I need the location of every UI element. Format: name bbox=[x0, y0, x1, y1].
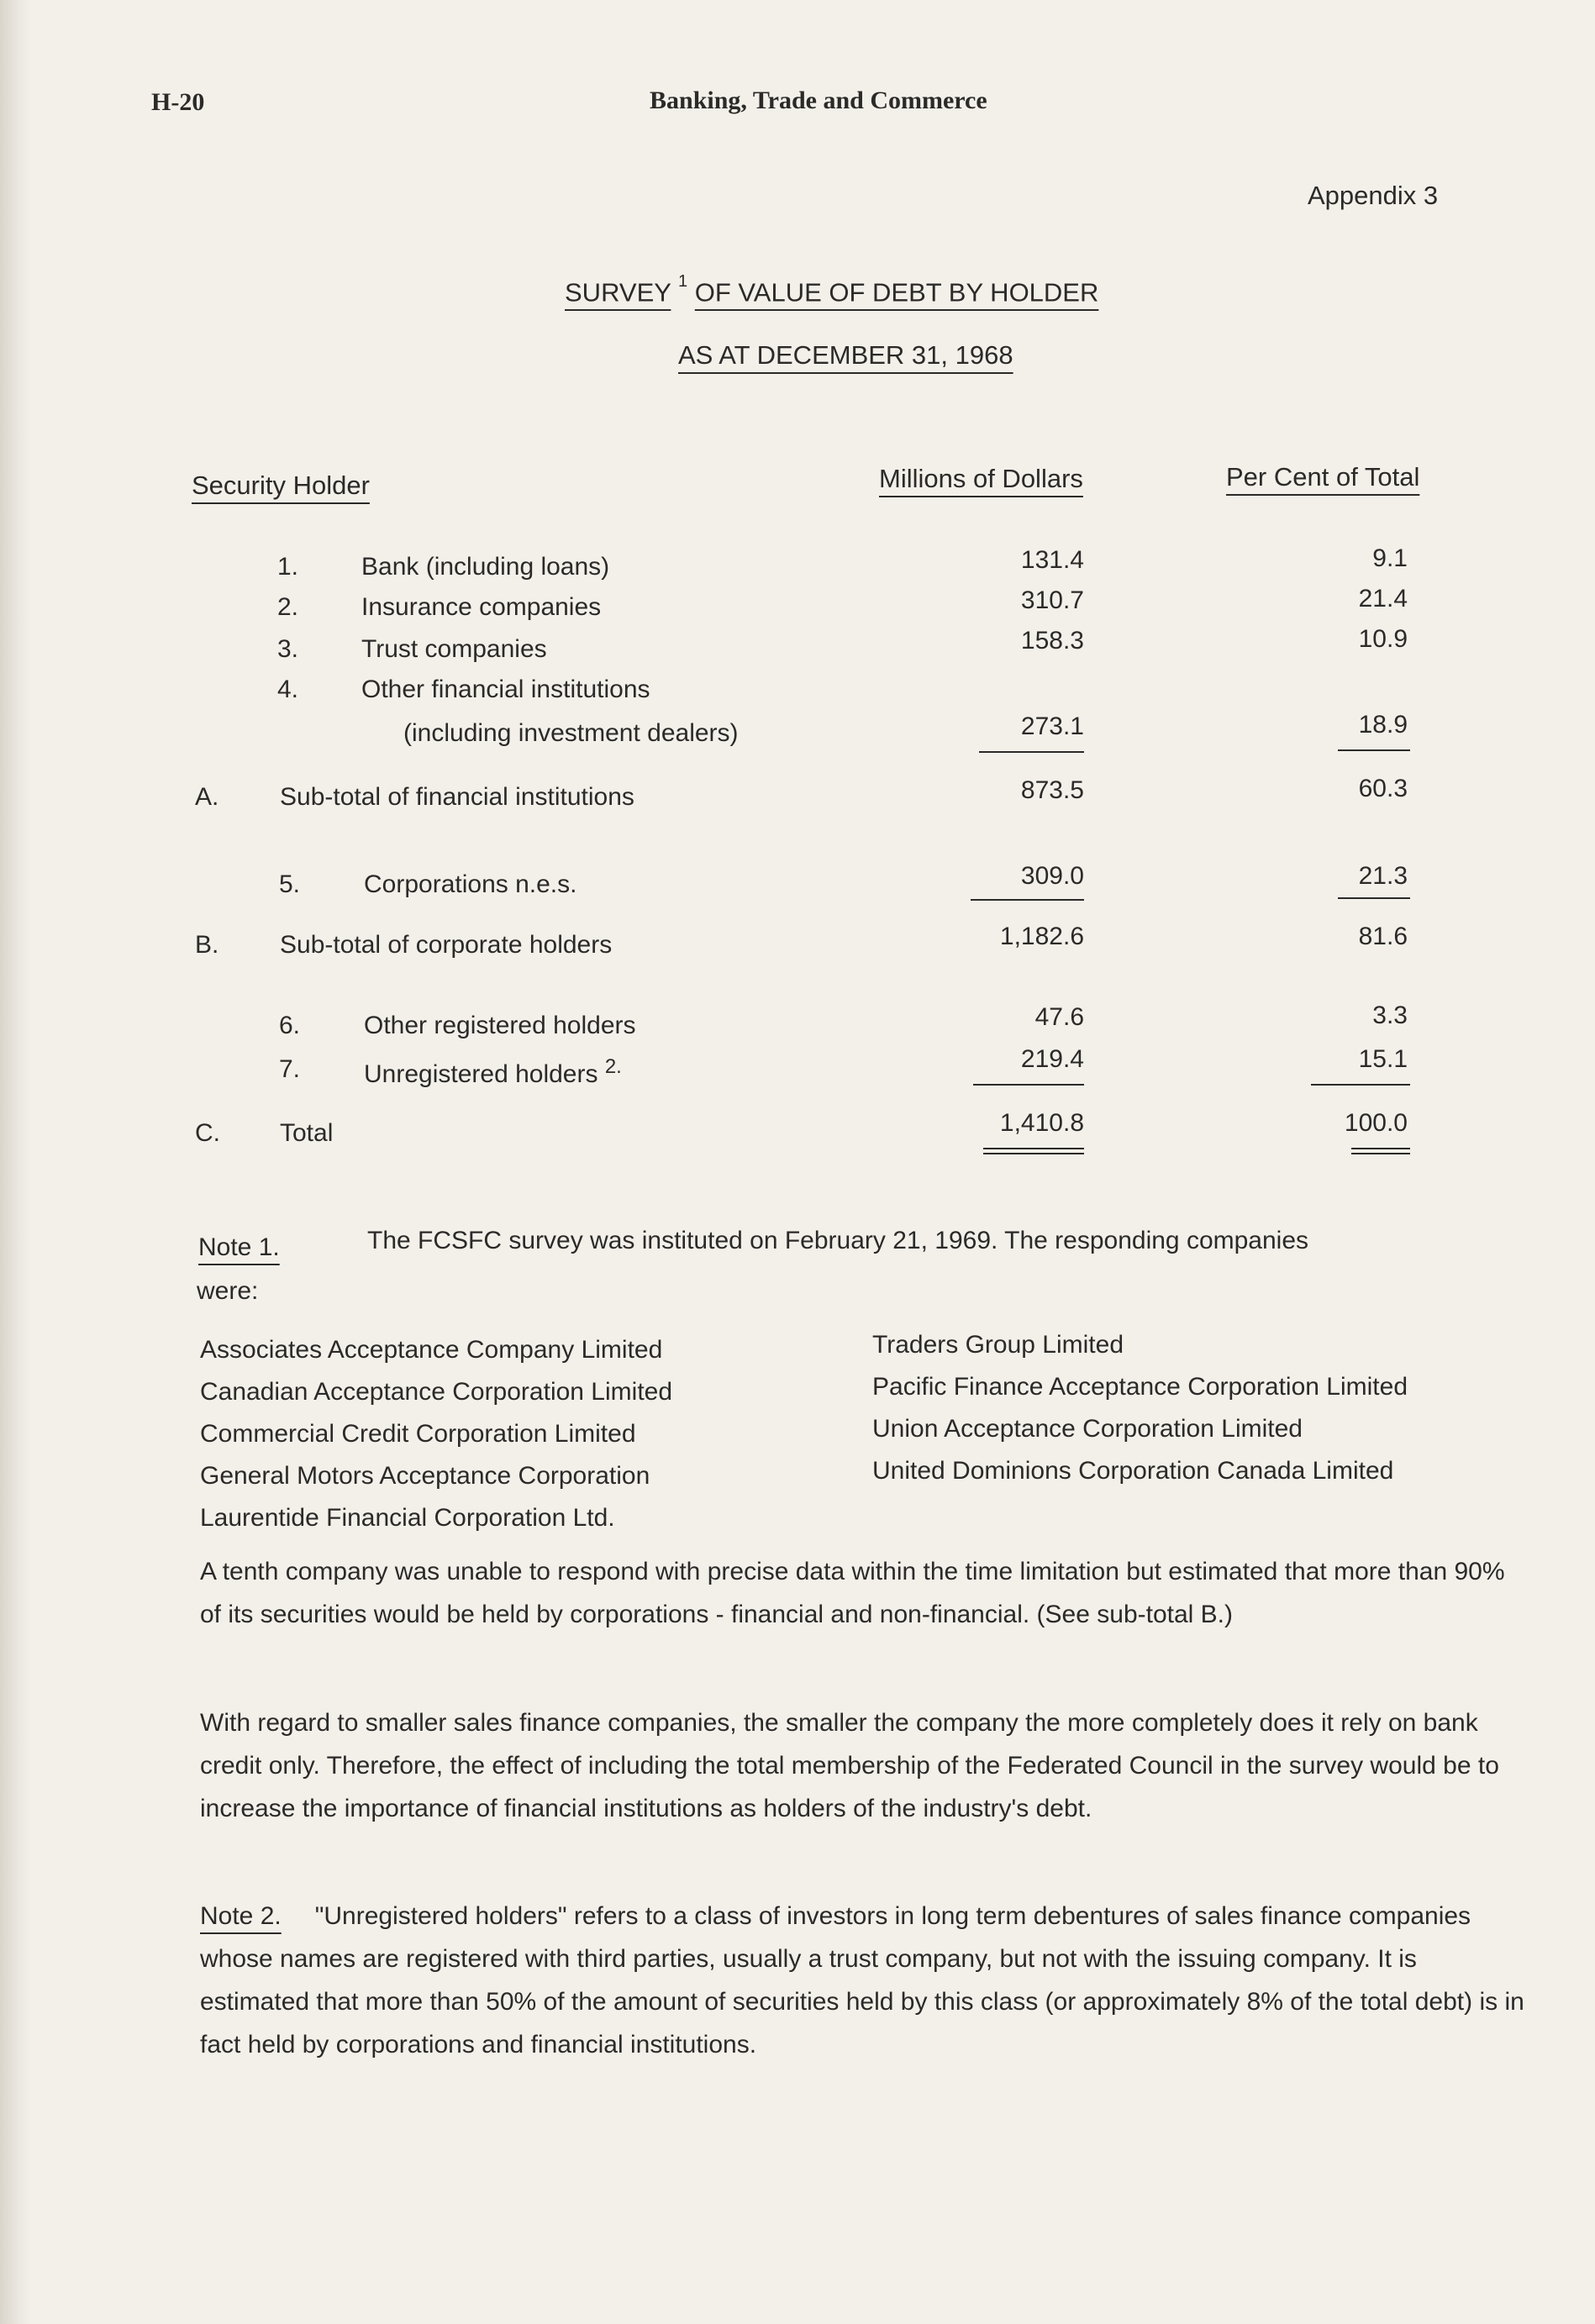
title-footnote-ref: 1 bbox=[678, 272, 688, 291]
row-label: B. bbox=[195, 931, 219, 959]
row-millions: 131.4 bbox=[1020, 546, 1084, 574]
note1-label: Note 1. bbox=[198, 1233, 280, 1261]
list-item: General Motors Acceptance Corporation bbox=[200, 1462, 650, 1490]
row-text: Sub-total of financial institutions bbox=[280, 783, 634, 811]
row-percent: 21.3 bbox=[1358, 862, 1408, 890]
row-text: Corporations n.e.s. bbox=[364, 870, 577, 898]
col-header-percent: Per Cent of Total bbox=[1226, 462, 1420, 492]
subtotal-rule-millions-c bbox=[973, 1084, 1084, 1086]
title-line-2: AS AT DECEMBER 31, 1968 bbox=[678, 340, 1013, 370]
row-millions: 219.4 bbox=[1020, 1045, 1084, 1073]
list-item: Canadian Acceptance Corporation Limited bbox=[200, 1378, 673, 1406]
row-label: 1. bbox=[277, 553, 299, 581]
note2-label: Note 2. bbox=[200, 1902, 282, 1930]
total-double-rule-millions-2 bbox=[983, 1153, 1084, 1154]
row-label: C. bbox=[195, 1119, 220, 1147]
paragraph-tenth-company: A tenth company was unable to respond with precise data within the time limitation but estimated that more than 90% of its securities would be held by corporations - financial and non-financial. (See sub-total B.) bbox=[200, 1558, 1505, 1628]
row-label: 7. bbox=[279, 1055, 301, 1083]
row-label: 2. bbox=[277, 593, 299, 621]
title-suffix: OF VALUE OF DEBT BY HOLDER bbox=[694, 277, 1099, 308]
row-text: Bank (including loans) bbox=[361, 553, 610, 581]
title-prefix: SURVEY bbox=[565, 277, 671, 308]
appendix-label: Appendix 3 bbox=[1308, 181, 1439, 210]
row-millions: 47.6 bbox=[1034, 1003, 1084, 1031]
row-label: 3. bbox=[277, 635, 299, 663]
row-text-continued: (including investment dealers) bbox=[403, 719, 739, 747]
col-header-security-holder: Security Holder bbox=[192, 471, 370, 500]
row-percent: 21.4 bbox=[1358, 585, 1408, 613]
row-millions: 309.0 bbox=[1020, 862, 1084, 890]
row-millions: 1,410.8 bbox=[999, 1109, 1084, 1137]
row-text: Other financial institutions bbox=[361, 676, 650, 703]
list-item: Union Acceptance Corporation Limited bbox=[872, 1415, 1303, 1443]
subtotal-rule-millions-b bbox=[971, 899, 1084, 901]
note1-text: The FCSFC survey was instituted on February 21, 1969. The responding companies bbox=[367, 1227, 1309, 1254]
list-item: Commercial Credit Corporation Limited bbox=[200, 1420, 636, 1448]
row-text: Insurance companies bbox=[361, 593, 602, 621]
note2-text: "Unregistered holders" refers to a class of investors in long term debentures of sales finance companies whose names are registered with third parties, usually a trust company, but not with the issuing company. It is estimated that more than 50% of the amount of securities held by this class (or approximately 8% of the total debt) is in fact held by corporations and financial institutions. bbox=[200, 1902, 1524, 2058]
running-title: Banking, Trade and Commerce bbox=[650, 87, 987, 114]
note2-paragraph bbox=[200, 1895, 1528, 2066]
row-label: 5. bbox=[279, 870, 301, 898]
title-line-1 bbox=[565, 272, 1099, 308]
row-millions: 873.5 bbox=[1020, 776, 1084, 804]
row-millions: 158.3 bbox=[1020, 627, 1084, 655]
subtotal-rule-percent-a bbox=[1338, 749, 1410, 751]
subtotal-rule-millions-a bbox=[979, 751, 1084, 753]
subtotal-rule-percent-c bbox=[1311, 1084, 1410, 1086]
list-item: United Dominions Corporation Canada Limited bbox=[872, 1457, 1394, 1485]
list-item: Associates Acceptance Company Limited bbox=[200, 1336, 663, 1364]
row-text: Trust companies bbox=[361, 635, 547, 663]
row-millions: 273.1 bbox=[1020, 712, 1084, 740]
list-item: Laurentide Financial Corporation Ltd. bbox=[200, 1504, 615, 1532]
row-percent: 18.9 bbox=[1358, 711, 1408, 739]
subtotal-rule-percent-b bbox=[1338, 897, 1410, 899]
col-header-millions: Millions of Dollars bbox=[879, 464, 1083, 493]
total-double-rule-percent-2 bbox=[1351, 1153, 1410, 1154]
row-millions: 310.7 bbox=[1020, 586, 1084, 614]
row-text: Other registered holders bbox=[364, 1012, 636, 1039]
row-text-group bbox=[364, 1055, 622, 1089]
page-number: H-20 bbox=[151, 88, 205, 116]
row-percent: 3.3 bbox=[1372, 1002, 1408, 1029]
row-percent: 15.1 bbox=[1358, 1045, 1408, 1073]
row-label: A. bbox=[195, 783, 219, 811]
row-percent: 9.1 bbox=[1372, 544, 1408, 572]
row-percent: 10.9 bbox=[1358, 625, 1408, 653]
row-text: Unregistered holders bbox=[364, 1060, 598, 1088]
paragraph-smaller-companies: With regard to smaller sales finance companies, the smaller the company the more completely does it rely on bank credit only. Therefore, the effect of including the total membership of the Federated Council in the survey would be to increase the importance of financial institutions as holders of the industry's debt. bbox=[200, 1709, 1499, 1822]
row-label: 6. bbox=[279, 1012, 301, 1039]
row-millions: 1,182.6 bbox=[999, 923, 1084, 950]
note1-cont: were: bbox=[197, 1277, 259, 1305]
row-text: Total bbox=[280, 1119, 334, 1147]
row-percent: 100.0 bbox=[1344, 1109, 1408, 1137]
total-double-rule-millions-1 bbox=[983, 1148, 1084, 1149]
row-text: Sub-total of corporate holders bbox=[280, 931, 613, 959]
row-label: 4. bbox=[277, 676, 299, 703]
row-percent: 81.6 bbox=[1358, 923, 1408, 950]
list-item: Pacific Finance Acceptance Corporation Limited bbox=[872, 1373, 1408, 1401]
list-item: Traders Group Limited bbox=[872, 1331, 1124, 1359]
total-double-rule-percent-1 bbox=[1351, 1148, 1410, 1149]
row-percent: 60.3 bbox=[1358, 775, 1408, 802]
row-footnote-ref: 2. bbox=[604, 1055, 622, 1078]
page-edge bbox=[0, 0, 32, 2324]
